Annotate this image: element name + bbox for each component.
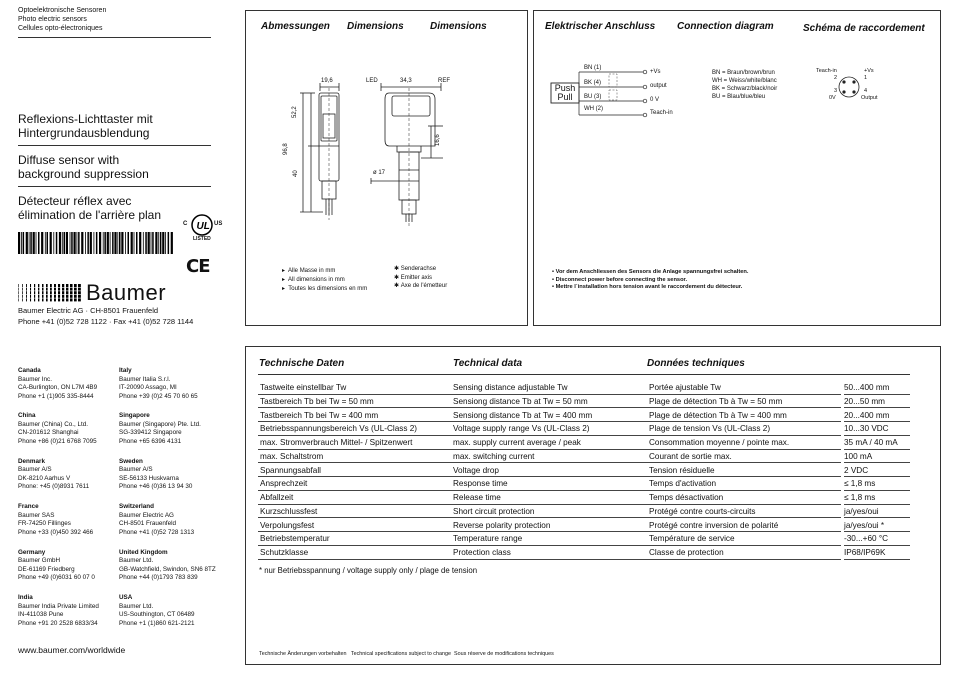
contact-line: Baumer India Private Limited xyxy=(18,602,99,610)
tech-cell-fr: Tension résiduelle xyxy=(649,465,715,475)
tech-cell-fr: Courant de sortie max. xyxy=(649,451,732,461)
push-pull-box: Push Pull xyxy=(554,83,576,102)
tech-cell-fr: Plage de détection Tb à Tw = 400 mm xyxy=(649,410,787,420)
tech-cell-en: Voltage drop xyxy=(453,465,499,475)
tech-cell-value: IP68/IP69K xyxy=(844,547,910,560)
tech-cell-fr: Plage de détection Tb à Tw = 50 mm xyxy=(649,396,783,406)
tech-title-de: Technische Daten xyxy=(259,358,345,369)
contact-line: Baumer A/S xyxy=(18,466,52,474)
emitter-axis-notes: ✱ Senderachse ✱ Emitter axis ✱ Axe de l'émetteur xyxy=(394,266,448,289)
contact-line: Phone +1 (1)860 621-2121 xyxy=(119,619,195,627)
tech-cell-value: ≤ 1,8 ms xyxy=(844,492,910,505)
tech-row xyxy=(258,409,841,423)
contact-line: FR-74250 Fillinges xyxy=(18,520,71,528)
contact-line: Phone +33 (0)450 392 466 xyxy=(18,528,94,536)
tech-row xyxy=(258,422,841,436)
contact-united-kingdom xyxy=(119,549,227,583)
pin-vs-label: +Vs xyxy=(864,68,874,74)
tech-cell-fr: Température de service xyxy=(649,534,735,544)
pin-0v-label: 0V xyxy=(829,95,836,101)
contact-line: Phone +86 (0)21 6768 7095 xyxy=(18,437,97,445)
contact-country: Germany xyxy=(18,548,46,556)
dimensions-title-fr: Dimensions xyxy=(430,21,487,32)
contact-line: Baumer Italia S.r.l. xyxy=(119,375,171,383)
title-de: Reflexions-Lichttaster mit Hintergrundausblendung xyxy=(18,112,153,140)
tech-cell-de: Verpolungsfest xyxy=(260,520,315,530)
tech-cell-en: Sensiong distance Tb at Tw = 50 mm xyxy=(453,396,588,406)
tech-cell-fr: Protégé contre courts-circuits xyxy=(649,506,756,516)
contact-line: Baumer (China) Co., Ltd. xyxy=(18,420,88,428)
tech-cell-fr: Temps désactivation xyxy=(649,493,724,502)
contact-line: IT-20090 Assago, MI xyxy=(119,384,177,391)
contact-usa xyxy=(119,594,227,628)
tech-header-rule xyxy=(258,374,910,375)
wire-bk: BK (4) xyxy=(584,80,602,86)
tech-cell-value: -30...+60 °C xyxy=(844,533,910,546)
tech-cell-value: 20...400 mm xyxy=(844,410,910,423)
tech-cell-en: Voltage supply range Vs (UL-Class 2) xyxy=(453,424,590,434)
contact-country: Italy xyxy=(119,367,132,374)
title-fr: Détecteur réflex avec élimination de l'arrière plan xyxy=(18,194,162,222)
contact-line: Baumer SAS xyxy=(18,511,55,519)
contact-country: China xyxy=(18,412,36,420)
contact-line: IN-411038 Pune xyxy=(18,611,64,618)
contact-india xyxy=(18,594,126,628)
contact-sweden xyxy=(119,458,227,492)
svg-text:UL: UL xyxy=(196,221,210,232)
title-en: Diffuse sensor with background suppression xyxy=(18,153,149,181)
ref-label: REF xyxy=(438,78,450,84)
dim-height-upper: 52,2 xyxy=(292,106,298,118)
ce-mark: CE xyxy=(186,256,210,277)
pin-1: 1 xyxy=(864,75,868,81)
contact-italy xyxy=(119,367,227,401)
tech-cell-fr: Plage de tension Vs (UL-Class 2) xyxy=(649,424,771,434)
tech-title-en: Technical data xyxy=(453,358,523,369)
tech-cell-en: Sensiong distance Tb at Tw = 400 mm xyxy=(453,410,593,420)
contact-country: France xyxy=(18,503,39,511)
dim-width-side: 34,3 xyxy=(400,78,412,84)
dimension-notes: ▸ Alle Masse in mm ▸ All dimensions in mm ▸ Toutes les dimensions en mm xyxy=(282,268,368,292)
tech-cell-de: max. Schaltstrom xyxy=(260,451,324,461)
contact-line: Baumer GmbH xyxy=(18,557,60,565)
tech-cell-en: Short circuit protection xyxy=(453,506,535,516)
tech-row xyxy=(258,532,841,546)
tech-row xyxy=(258,519,841,533)
contact-line: US-Southington, CT 06489 xyxy=(119,611,195,618)
contact-germany xyxy=(18,549,126,583)
contact-china xyxy=(18,412,126,446)
tech-cell-fr: Classe de protection xyxy=(649,548,724,557)
pin-3: 3 xyxy=(834,88,838,94)
dim-width-front: 19,6 xyxy=(321,78,333,84)
tech-cell-en: Temperature range xyxy=(453,534,523,544)
tech-cell-de: Tastbereich Tb bei Tw = 50 mm xyxy=(260,396,374,406)
tech-cell-de: Kurzschlussfest xyxy=(260,506,318,516)
tech-footnote: * nur Betriebsspannung / voltage supply only / plage de tension xyxy=(259,566,478,575)
contact-country: Denmark xyxy=(18,457,45,465)
contact-line: Phone +39 (0)2 45 70 60 65 xyxy=(119,392,198,400)
contact-country: USA xyxy=(119,594,133,601)
contact-france xyxy=(18,503,126,537)
contact-line: Phone +65 6396 4131 xyxy=(119,437,182,445)
tech-cell-de: Betriebstemperatur xyxy=(260,534,330,544)
header-divider xyxy=(18,37,211,38)
wire-bu: BU (3) xyxy=(584,94,602,100)
contact-country: United Kingdom xyxy=(119,548,168,556)
baumer-logo-graphic xyxy=(18,284,83,302)
contact-line: Phone +49 (0)6031 60 07 0 xyxy=(18,574,95,582)
dim-height-total: 96,8 xyxy=(283,143,289,155)
contact-country: Singapore xyxy=(119,412,150,420)
tech-cell-value: ≤ 1,8 ms xyxy=(844,478,910,491)
signal-teach-in: Teach-in xyxy=(650,110,673,116)
dim-height-ref: 16,6 xyxy=(435,134,441,146)
tech-disclaimer: Technische Änderungen vorbehalten Technical specifications subject to change Sous réserve de modifications techniques xyxy=(259,651,554,657)
contact-line: Baumer (Singapore) Pte. Ltd. xyxy=(119,420,201,428)
tech-row xyxy=(258,381,841,395)
tech-cell-fr: Protégé contre inversion de polarité xyxy=(649,520,779,530)
tech-cell-de: Tastweite einstellbar Tw xyxy=(260,383,347,392)
signal-vs: +Vs xyxy=(650,69,661,75)
pin-2: 2 xyxy=(834,75,838,81)
website-link[interactable]: www.baumer.com/worldwide xyxy=(18,645,126,655)
contact-denmark xyxy=(18,458,126,492)
wire-color-legend: BN = Braun/brown/brun WH = Weiss/white/blanc BK = Schwarz/black/noir BU = Blau/blue/bleu xyxy=(712,70,778,100)
contact-line: Baumer Ltd. xyxy=(119,557,154,565)
tech-cell-en: Release time xyxy=(453,493,501,502)
contact-line: CA-Burlington, ON L7M 4B9 xyxy=(18,384,98,391)
tech-cell-value: ja/yes/oui * xyxy=(844,520,910,533)
tech-row xyxy=(258,546,841,560)
wire-wh: WH (2) xyxy=(584,106,603,112)
contact-line: GB-Watchfield, Swindon, SN6 8TZ xyxy=(119,565,216,573)
contact-line: Baumer A/S xyxy=(119,466,153,474)
tech-cell-en: Protection class xyxy=(453,548,511,557)
tech-row xyxy=(258,505,841,519)
led-label: LED xyxy=(366,78,378,84)
category-de: Optoelektronische Sensoren xyxy=(18,7,107,14)
contact-line: Baumer Ltd. xyxy=(119,602,154,610)
pin-output-label: Output xyxy=(861,95,878,101)
tech-cell-en: Sensing distance adjustable Tw xyxy=(453,383,568,392)
dimensions-title-en: Dimensions xyxy=(347,21,404,32)
tech-cell-value: 50...400 mm xyxy=(844,382,910,395)
contact-line: CH-8501 Frauenfeld xyxy=(119,520,177,528)
contact-line: Baumer Electric AG xyxy=(119,511,174,519)
contact-singapore xyxy=(119,412,227,446)
tech-cell-de: Ansprechzeit xyxy=(260,479,308,489)
contact-line: Phone +1 (1)905 335-8444 xyxy=(18,392,94,400)
contact-line: Phone +44 (0)1793 783 839 xyxy=(119,574,198,582)
tech-cell-fr: Temps d'activation xyxy=(649,479,717,489)
contact-line: Phone +91 20 2528 6833/34 xyxy=(18,619,98,627)
title-divider-1 xyxy=(18,145,211,146)
signal-0v: 0 V xyxy=(650,97,660,103)
company-address: Baumer Electric AG · CH-8501 Frauenfeld xyxy=(18,306,159,315)
tech-cell-value: 20...50 mm xyxy=(844,396,910,409)
category-fr: Cellules opto-électroniques xyxy=(18,25,103,32)
safety-warnings: • Vor dem Anschliessen des Sensors die Anlage spannungsfrei schalten. • Disconnect power before connecting the sensor. • Mettre l´installation hors tension avant le raccordement du détecteur. xyxy=(552,269,749,291)
tech-cell-value: ja/yes/oui xyxy=(844,506,910,519)
contact-country: Switzerland xyxy=(119,503,154,511)
company-phone: Phone +41 (0)52 728 1122 · Fax +41 (0)52 728 1144 xyxy=(18,317,194,326)
contact-line: DK-8210 Aarhus V xyxy=(18,474,71,482)
signal-output: output xyxy=(650,83,667,89)
pin-4: 4 xyxy=(864,88,868,94)
tech-row xyxy=(258,491,841,505)
contact-line: Phone: +45 (0)8931 7611 xyxy=(18,483,90,491)
contact-line: SG-339412 Singapore xyxy=(119,429,182,437)
tech-cell-de: Tastbereich Tb bei Tw = 400 mm xyxy=(260,410,379,420)
tech-row xyxy=(258,477,841,491)
tech-row xyxy=(258,395,841,409)
connection-title-en: Connection diagram xyxy=(677,21,774,32)
tech-cell-value: 10...30 VDC xyxy=(844,423,910,436)
ul-listed-mark: UL C US LISTED xyxy=(183,212,223,244)
tech-cell-de: max. Stromverbrauch Mittel- / Spitzenwert xyxy=(260,438,413,447)
contact-line: CN-201612 Shanghai xyxy=(18,429,79,437)
tech-row xyxy=(258,450,841,464)
contact-country: Canada xyxy=(18,367,41,374)
contact-country: Sweden xyxy=(119,457,143,465)
product-barcode xyxy=(18,232,173,254)
tech-cell-en: max. supply current average / peak xyxy=(453,438,581,447)
tech-row xyxy=(258,464,841,478)
baumer-logo: Baumer xyxy=(86,280,167,305)
tech-cell-en: Response time xyxy=(453,479,508,489)
tech-cell-value: 100 mA xyxy=(844,451,910,464)
contact-line: Phone +41 (0)52 728 1313 xyxy=(119,528,195,536)
tech-cell-fr: Consommation moyenne / pointe max. xyxy=(649,438,790,447)
tech-cell-en: Reverse polarity protection xyxy=(453,520,551,530)
contact-line: SE-56133 Huskvarna xyxy=(119,474,179,482)
tech-cell-en: max. switching current xyxy=(453,451,535,461)
connection-title-de: Elektrischer Anschluss xyxy=(545,21,656,32)
tech-cell-de: Betriebsspannungsbereich Vs (UL-Class 2) xyxy=(260,424,418,434)
dim-diameter: ø 17 xyxy=(373,170,386,176)
tech-cell-de: Spannungsabfall xyxy=(260,465,322,475)
dimensions-title-de: Abmessungen xyxy=(261,21,330,32)
tech-cell-de: Schutzklasse xyxy=(260,548,309,557)
contact-switzerland xyxy=(119,503,227,537)
contact-line: DE-61169 Friedberg xyxy=(18,565,75,573)
contact-line: Baumer Inc. xyxy=(18,375,52,383)
tech-title-fr: Données techniques xyxy=(647,358,745,369)
tech-row xyxy=(258,436,841,450)
contact-country: India xyxy=(18,594,33,601)
category-en: Photo electric sensors xyxy=(18,16,87,23)
contact-canada xyxy=(18,367,126,401)
tech-cell-fr: Portée ajustable Tw xyxy=(649,383,721,392)
wire-bn: BN (1) xyxy=(584,65,602,71)
tech-cell-value: 35 mA / 40 mA xyxy=(844,437,910,450)
dim-height-lower: 40 xyxy=(293,170,299,177)
connection-title-fr: Schéma de raccordement xyxy=(803,23,925,34)
title-divider-2 xyxy=(18,186,211,187)
pin-teach-label: Teach-in xyxy=(816,68,837,74)
tech-cell-de: Abfallzeit xyxy=(260,493,294,502)
contact-line: Phone +46 (0)36 13 94 30 xyxy=(119,483,193,491)
tech-cell-value: 2 VDC xyxy=(844,465,910,478)
